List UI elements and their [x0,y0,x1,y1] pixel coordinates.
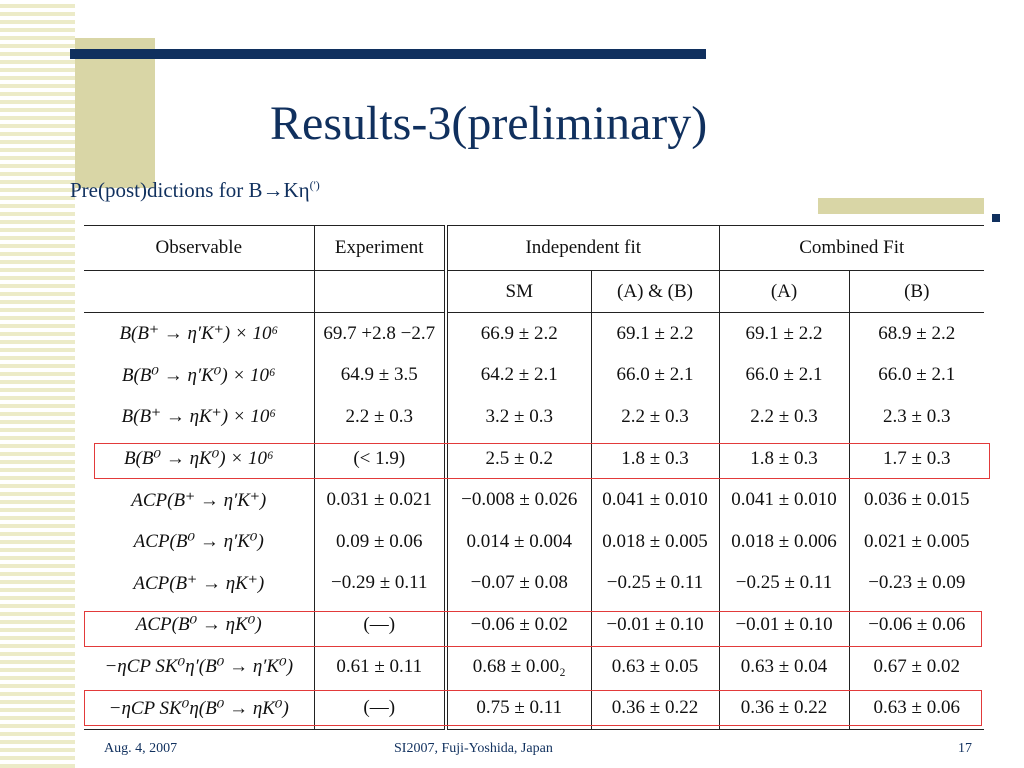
table-subheader-row [84,271,984,313]
table-body [84,313,984,730]
navy-square-bullet [992,214,1000,222]
cell-sm: 2.5 ± 0.2 [446,438,591,480]
highlight-box-eta-k0-s [84,690,982,726]
highlight-box-eta-k0-acp [84,611,982,647]
cell-b: 0.63 ± 0.06 [849,687,984,729]
cell-observable: −ηCP SK⁰η′(B⁰ → η′K⁰) [84,646,314,688]
cell-b: −0.06 ± 0.06 [868,613,966,635]
beige-accent-bar [818,198,984,214]
cell-a-and-b: −0.25 ± 0.11 [591,563,719,605]
cell-experiment: (—) [314,604,446,646]
slide-subtitle [70,178,320,203]
cell-a-and-b: 0.041 ± 0.010 [591,479,719,521]
footer-date: Aug. 4, 2007 [104,741,178,756]
header-experiment: Experiment [314,226,446,271]
cell-experiment: (< 1.9) [314,438,446,480]
cell-experiment: 69.7 +2.8 −2.7 [314,313,446,355]
cell-sm: 66.9 ± 2.2 [446,313,591,355]
table-row [84,396,984,438]
subheader-empty [314,271,446,313]
cell-observable: B(B⁺ → η′K⁺) × 10⁶ [84,313,314,355]
subheader-empty [84,271,314,313]
table-row [84,479,984,521]
cell-b: 2.3 ± 0.3 [883,405,951,427]
cell-a-and-b: 66.0 ± 2.1 [591,355,719,397]
cell-b: 0.67 ± 0.02 [873,655,960,677]
cell-a: 0.63 ± 0.04 [719,646,849,688]
subheader-sm: SM [446,271,591,313]
subtitle-text: Pre(post)dictions for B→Kη [70,178,310,202]
cell-observable: B(B⁰ → η′K⁰) × 10⁶ [84,355,314,397]
cell-a: 2.2 ± 0.3 [719,396,849,438]
cell-a: 0.36 ± 0.22 [719,687,849,729]
cell-experiment: 0.031 ± 0.021 [314,479,446,521]
cell-observable: ACP(B⁺ → ηK⁺) [84,563,314,605]
cell-a: 69.1 ± 2.2 [719,313,849,355]
cell-a: 66.0 ± 2.1 [719,355,849,397]
header-independent-fit: Independent fit [446,226,719,271]
cell-experiment: (—) [314,687,446,729]
cell-experiment: −0.29 ± 0.11 [314,563,446,605]
cell-experiment: 2.2 ± 0.3 [314,396,446,438]
table-row [84,563,984,605]
cell-observable: −ηCP SK⁰η(B⁰ → ηK⁰) [84,687,314,729]
slide-title: Results-3(preliminary) [270,97,708,150]
cell-a-and-b: 2.2 ± 0.3 [591,396,719,438]
cell-sm: −0.07 ± 0.08 [446,563,591,605]
cell-sm: 3.2 ± 0.3 [446,396,591,438]
beige-accent-block [75,38,155,188]
cell-a: −0.01 ± 0.10 [719,604,849,646]
subheader-a-and-b: (A) & (B) [591,271,719,313]
cell-sm: 0.014 ± 0.004 [446,521,591,563]
subheader-a: (A) [719,271,849,313]
cell-sm: 64.2 ± 2.1 [446,355,591,397]
cell-sm: −0.06 ± 0.02 [446,604,591,646]
cell-sm: 0.75 ± 0.11 [446,687,591,729]
cell-b: 1.7 ± 0.3 [883,447,951,469]
cell-a-and-b: 1.8 ± 0.3 [591,438,719,480]
cell-b: 0.036 ± 0.015 [864,489,970,511]
cell-a-and-b: 0.36 ± 0.22 [591,687,719,729]
left-stripe-decoration [0,0,75,768]
highlight-box-eta-k0-branching [94,443,990,479]
footer-event: SI2007, Fuji-Yoshida, Japan [394,741,553,756]
cell-observable: ACP(B⁺ → η′K⁺) [84,479,314,521]
cell-observable: ACP(B⁰ → ηK⁰) [84,604,314,646]
cell-experiment: 64.9 ± 3.5 [314,355,446,397]
table-header-row [84,226,984,271]
cell-a-and-b: −0.01 ± 0.10 [591,604,719,646]
table-row [84,313,984,355]
cell-a: −0.25 ± 0.11 [719,563,849,605]
cell-experiment: 0.09 ± 0.06 [314,521,446,563]
cell-observable: ACP(B⁰ → η′K⁰) [84,521,314,563]
subtitle-superscript: (') [309,178,320,192]
cell-sm: −0.008 ± 0.026 [446,479,591,521]
table-row [84,521,984,563]
cell-a-and-b: 0.63 ± 0.05 [591,646,719,688]
cell-experiment: 0.61 ± 0.11 [314,646,446,688]
table-row [84,646,984,688]
title-rule [70,49,706,59]
table-row [84,355,984,397]
cell-a: 0.018 ± 0.006 [719,521,849,563]
cell-b: 66.0 ± 2.1 [878,364,956,386]
cell-b: 68.9 ± 2.2 [878,322,956,344]
cell-a-and-b: 0.018 ± 0.005 [591,521,719,563]
cell-a-and-b: 69.1 ± 2.2 [591,313,719,355]
cell-observable: B(B⁺ → ηK⁺) × 10⁶ [84,396,314,438]
cell-b: 0.021 ± 0.005 [864,530,970,552]
footer-page-number: 17 [958,741,972,756]
header-combined-fit: Combined Fit [719,226,984,271]
cell-sm: 0.68 ± 0.00₂ [446,646,591,688]
header-observable: Observable [84,226,314,271]
cell-observable: B(B⁰ → ηK⁰) × 10⁶ [84,438,314,480]
cell-a: 1.8 ± 0.3 [719,438,849,480]
cell-a: 0.041 ± 0.010 [719,479,849,521]
subheader-b: (B) [849,271,984,313]
cell-b: −0.23 ± 0.09 [868,572,966,594]
